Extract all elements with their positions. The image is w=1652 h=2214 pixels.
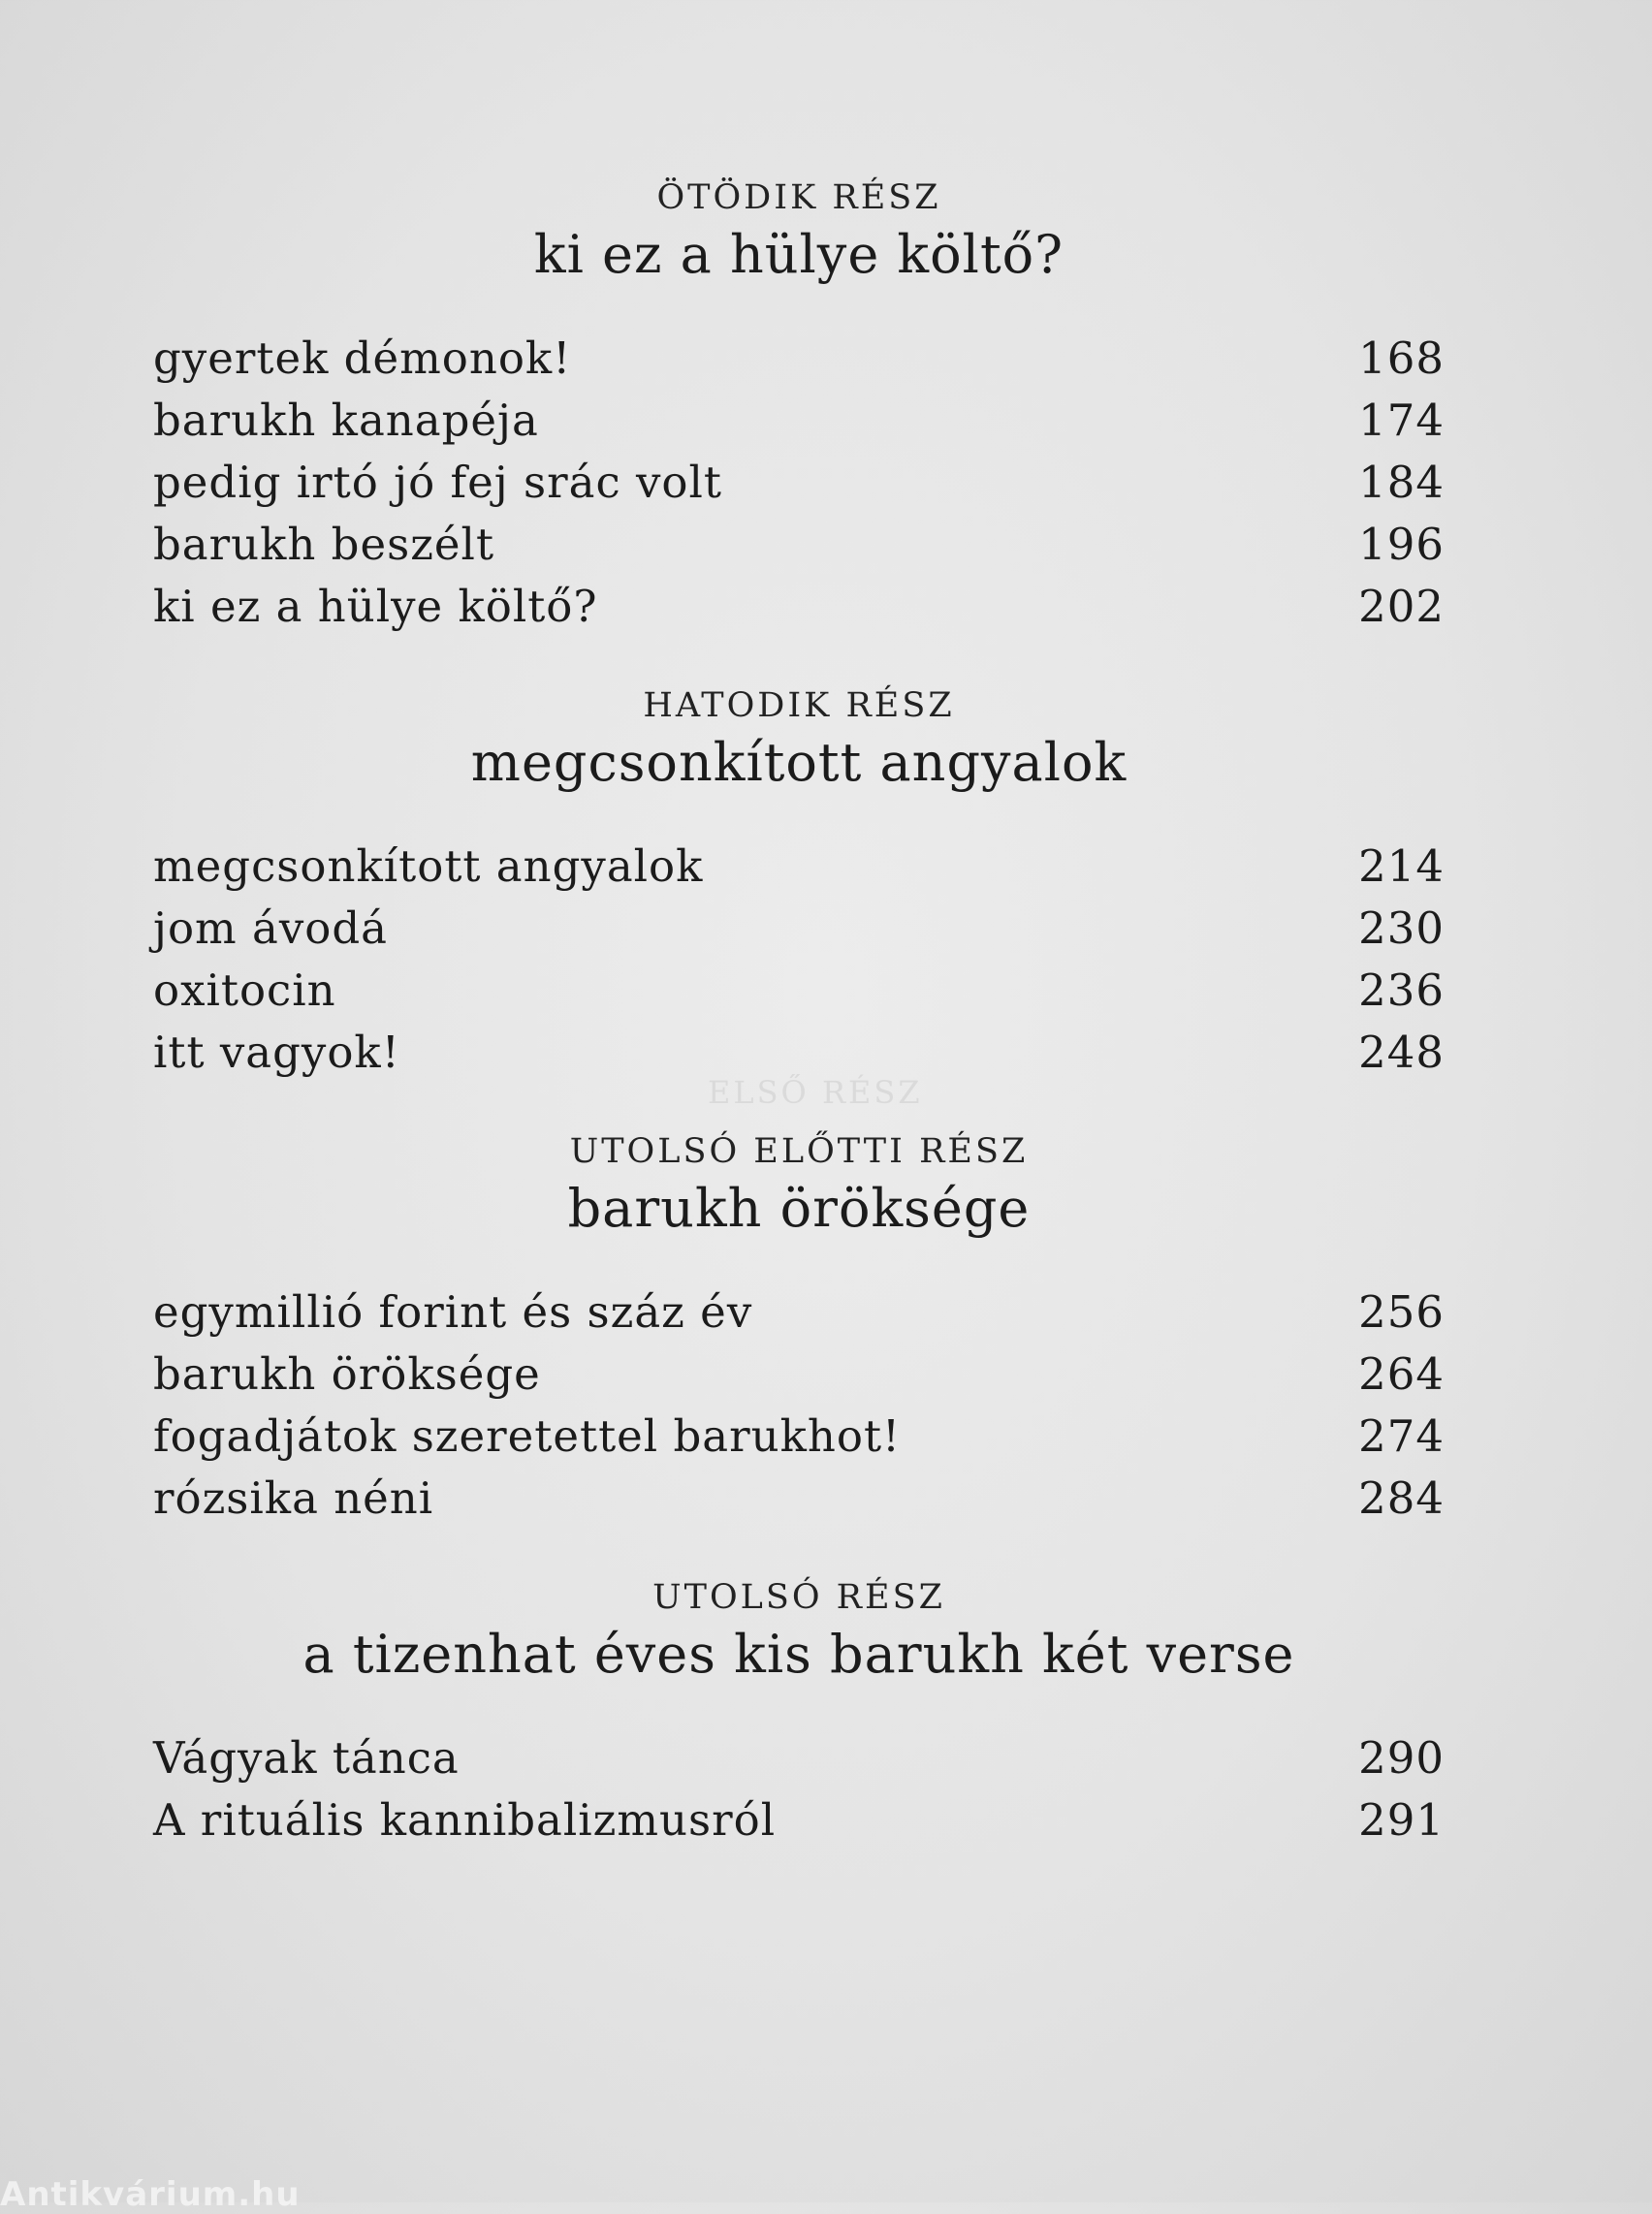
page-number: 174 [1358,395,1445,446]
chapter-title: itt vagyok! [153,1027,400,1078]
page-number: 284 [1358,1472,1445,1524]
chapter-title: jom ávodá [153,902,388,954]
bleed-through-text: ELSŐ RÉSZ [708,1074,923,1111]
chapter-title: oxitocin [153,965,336,1016]
chapter-entry [153,1727,1445,1789]
chapter-entry [153,1281,1445,1344]
chapter-title: rózsika néni [153,1472,434,1524]
chapter-list [153,1281,1445,1530]
section-label: ÖTÖDIK RÉSZ [656,178,941,217]
chapter-title: egymillió forint és száz év [153,1286,753,1338]
chapter-entry [153,1468,1445,1530]
watermark: Antikvárium.hu [0,2175,301,2214]
page-number: 274 [1358,1410,1445,1462]
chapter-title: Vágyak tánca [153,1732,460,1784]
chapter-entry [153,390,1445,452]
chapter-title: gyertek démonok! [153,332,572,384]
page-number: 248 [1358,1027,1445,1078]
section-title: megcsonkított angyalok [470,732,1128,793]
chapter-entry [153,1789,1445,1851]
chapter-list [153,836,1445,1084]
section-label: UTOLSÓ RÉSZ [652,1578,945,1617]
page-number: 168 [1358,332,1445,384]
chapter-entry [153,1344,1445,1406]
chapter-entry [153,576,1445,638]
page-number: 196 [1358,519,1445,570]
table-of-contents [153,174,1445,1851]
section-6 [153,682,1445,1084]
chapter-entry [153,328,1445,390]
chapter-entry [153,960,1445,1022]
section-title: barukh öröksége [567,1178,1031,1239]
section-label: UTOLSÓ ELŐTTI RÉSZ [569,1132,1029,1171]
chapter-title: barukh öröksége [153,1348,541,1400]
chapter-entry [153,452,1445,514]
chapter-title: A rituális kannibalizmusról [153,1794,777,1846]
page-number: 256 [1358,1286,1445,1338]
page-number: 214 [1358,840,1445,892]
page-number: 264 [1358,1348,1445,1400]
section-label: HATODIK RÉSZ [643,686,955,725]
page-number: 236 [1358,965,1445,1016]
chapter-entry [153,836,1445,898]
chapter-list [153,1727,1445,1851]
chapter-entry [153,514,1445,576]
section-penultimate [153,1128,1445,1530]
section-last [153,1574,1445,1851]
chapter-title: barukh beszélt [153,519,495,570]
chapter-title: ki ez a hülye költő? [153,581,598,632]
chapter-entry [153,1022,1445,1084]
chapter-entry [153,1406,1445,1468]
section-5 [153,174,1445,638]
chapter-list [153,328,1445,638]
chapter-title: megcsonkított angyalok [153,840,704,892]
section-title: ki ez a hülye költő? [533,224,1064,285]
chapter-title: pedig irtó jó fej srác volt [153,457,722,508]
chapter-title: fogadjátok szeretettel barukhot! [153,1410,902,1462]
page-number: 290 [1358,1732,1445,1784]
chapter-title: barukh kanapéja [153,395,539,446]
page-number: 230 [1358,902,1445,954]
page-number: 291 [1358,1794,1445,1846]
chapter-entry [153,898,1445,960]
section-title: a tizenhat éves kis barukh két verse [302,1624,1295,1685]
page-number: 202 [1358,581,1445,632]
page-number: 184 [1358,457,1445,508]
